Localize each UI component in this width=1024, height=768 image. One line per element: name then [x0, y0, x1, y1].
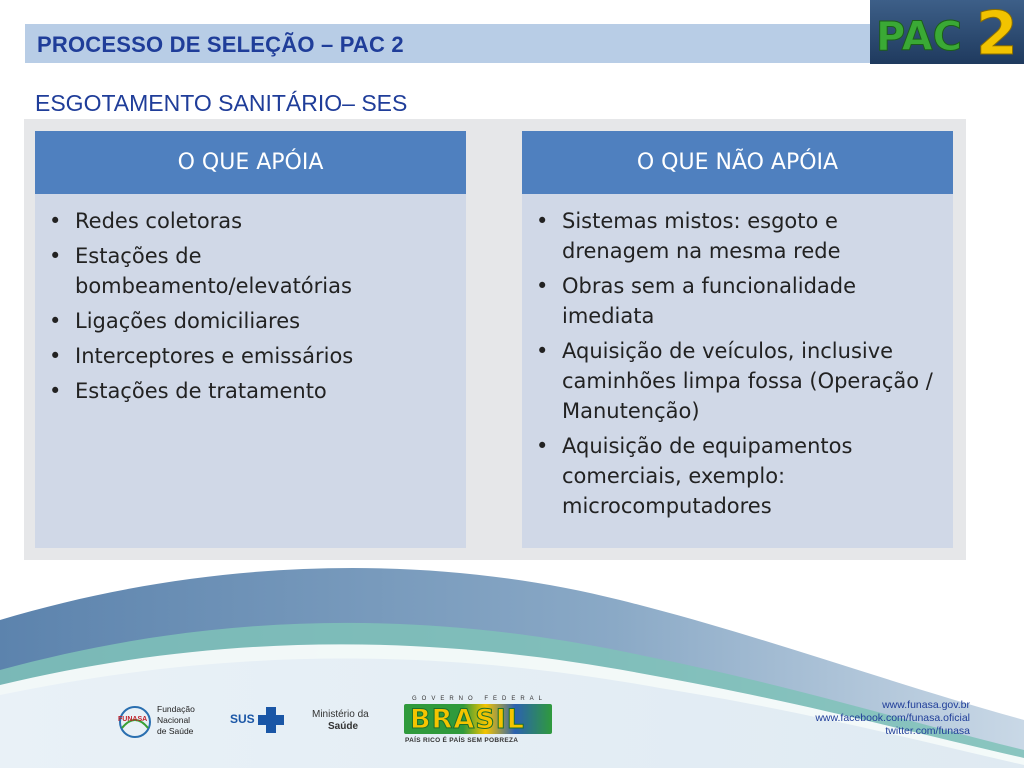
column-supported [35, 131, 466, 548]
funasa-name [157, 704, 195, 737]
column-heading-supported: O QUE APÓIA [35, 131, 466, 194]
list-item: • Redes coletoras [75, 206, 456, 236]
gov-top-text: GOVERNO FEDERAL [412, 696, 548, 702]
gov-slogan: PAÍS RICO É PAÍS SEM POBREZA [405, 737, 519, 744]
list-item: • Estações de tratamento [75, 376, 456, 406]
title-bar [25, 24, 870, 63]
list-item: • Aquisição de equipamentos comerciais, exemplo: microcomputadores [562, 431, 943, 521]
ministerio-line: Saúde [328, 721, 359, 732]
funasa-badge-text: FUNASA [118, 716, 148, 723]
slide-title: PROCESSO DE SELEÇÃO – PAC 2 [37, 32, 404, 57]
funasa-line: de Saúde [157, 726, 194, 736]
funasa-line: Fundação [157, 704, 195, 714]
brasil-text: BRASIL [410, 704, 525, 735]
pac-logo-number: 2 [976, 0, 1018, 64]
health-cross-icon [257, 706, 285, 734]
ministerio-line: Ministério da [312, 709, 369, 720]
link-twitter[interactable]: twitter.com/funasa [885, 725, 970, 737]
ministerio-saude-logo [312, 690, 392, 750]
link-facebook[interactable]: www.facebook.com/funasa.oficial [815, 712, 970, 724]
funasa-logo [118, 690, 208, 750]
funasa-line: Nacional [157, 715, 191, 725]
section-subtitle: ESGOTAMENTO SANITÁRIO– SES [35, 90, 408, 116]
column-heading-not-supported: O QUE NÃO APÓIA [522, 131, 953, 194]
sus-text: SUS [230, 712, 255, 726]
list-item: • Aquisição de veículos, inclusive caminhões limpa fossa (Operação / Manutenção) [562, 336, 943, 426]
list-item: • Estações de bombeamento/elevatórias [75, 241, 456, 301]
column-not-supported [522, 131, 953, 548]
pac2-logo-graphic [870, 0, 1024, 64]
pac2-logo [870, 0, 1024, 64]
list-item: • Ligações domiciliares [75, 306, 456, 336]
governo-federal-brasil-logo [404, 690, 554, 750]
link-funasa-site[interactable]: www.funasa.gov.br [882, 699, 970, 711]
supported-list [35, 194, 466, 406]
list-item: • Interceptores e emissários [75, 341, 456, 371]
list-item: • Obras sem a funcionalidade imediata [562, 271, 943, 331]
list-item: • Sistemas mistos: esgoto e drenagem na mesma rede [562, 206, 943, 266]
sus-logo [230, 690, 290, 750]
not-supported-list [522, 194, 953, 521]
brasil-word [404, 704, 552, 734]
pac-logo-text: PAC [876, 14, 962, 60]
